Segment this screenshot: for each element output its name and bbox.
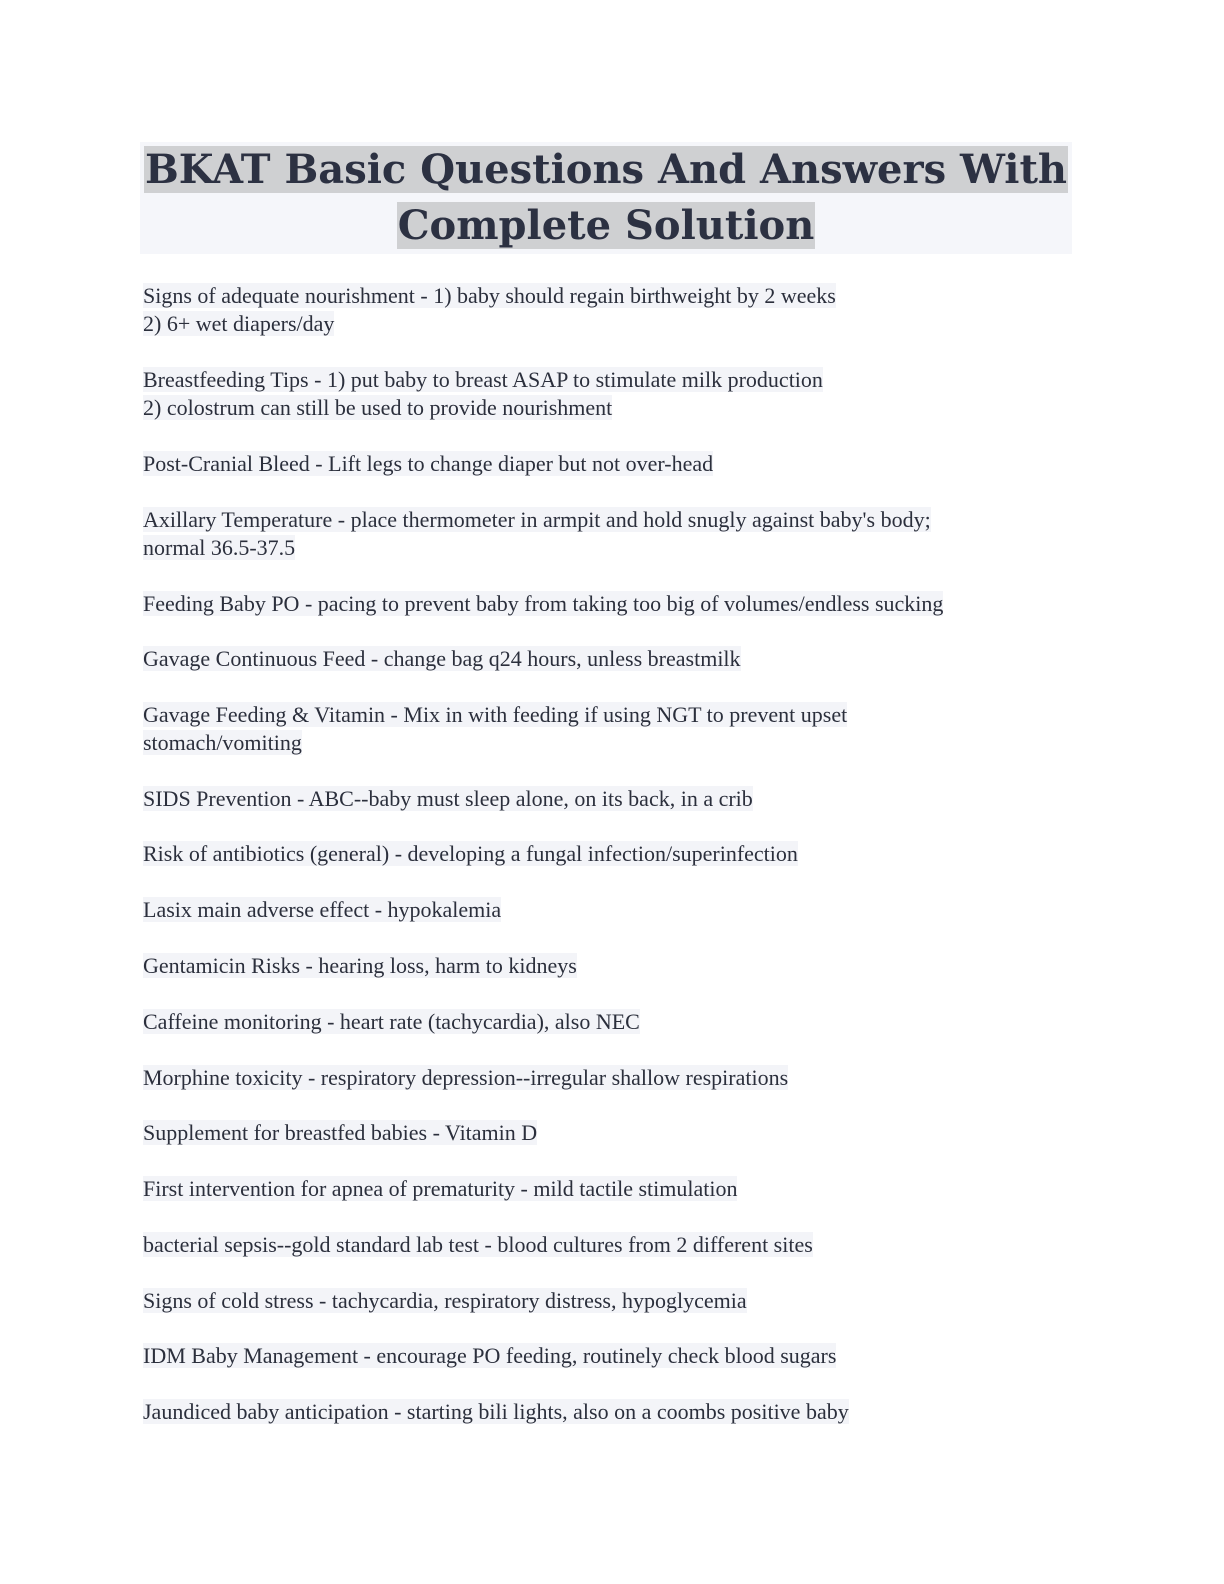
qa-entry-text: normal 36.5-37.5 [143,535,296,560]
qa-entry [143,1398,849,1426]
title-line [140,198,1072,254]
qa-entry-line [143,394,823,422]
qa-entry [143,1175,737,1203]
qa-entry-line [143,534,931,562]
qa-entry-line [143,366,823,394]
qa-entry-line [143,1175,737,1203]
qa-entry-text: Supplement for breastfed babies - Vitamin D [143,1120,538,1145]
title-line-text: BKAT Basic Questions And Answers With [144,146,1067,193]
qa-entry-text: Breastfeeding Tips - 1) put baby to breast ASAP to stimulate milk production [143,367,823,392]
qa-entry-text: Gavage Continuous Feed - change bag q24 hours, unless breastmilk [143,646,741,671]
qa-entry-text: Gavage Feeding & Vitamin - Mix in with feeding if using NGT to prevent upset [143,702,848,727]
qa-entry-line [143,1008,640,1036]
qa-entry-text: 2) 6+ wet diapers/day [143,311,335,336]
qa-entry-text: stomach/vomiting [143,730,302,755]
qa-entry-line [143,701,847,729]
qa-entry [143,1287,747,1315]
qa-entry-line [143,310,836,338]
qa-entry-line [143,1119,537,1147]
qa-entry-text: bacterial sepsis--gold standard lab test - blood cultures from 2 different sites [143,1232,813,1257]
qa-entry-text: Risk of antibiotics (general) - developing a fungal infection/superinfection [143,841,798,866]
qa-entry-line [143,282,836,310]
qa-entry [143,282,836,338]
qa-entry [143,1119,537,1147]
qa-entry [143,1008,640,1036]
qa-entry [143,1231,813,1259]
qa-entry-line [143,1231,813,1259]
qa-entry-line [143,896,501,924]
qa-entry [143,840,798,868]
qa-entry-line [143,590,943,618]
qa-entry-line [143,952,577,980]
title-line-text: Complete Solution [397,202,815,249]
qa-entry-text: Morphine toxicity - respiratory depression--irregular shallow respirations [143,1065,789,1090]
qa-entry-text: 2) colostrum can still be used to provide nourishment [143,395,613,420]
qa-entry [143,450,713,478]
qa-entry-line [143,1287,747,1315]
qa-entry-text: Axillary Temperature - place thermometer in armpit and hold snugly against baby's body; [143,507,931,532]
qa-entry-text: SIDS Prevention - ABC--baby must sleep alone, on its back, in a crib [143,786,753,811]
qa-entry-line [143,1342,836,1370]
qa-entry [143,506,931,562]
qa-entry-line [143,1064,788,1092]
document-title [140,142,1072,254]
qa-entry [143,366,823,422]
qa-entry-line [143,785,753,813]
qa-entry-text: First intervention for apnea of prematurity - mild tactile stimulation [143,1176,738,1201]
qa-entry-line [143,645,741,673]
qa-entry [143,645,741,673]
qa-entry [143,701,847,757]
qa-entry [143,785,753,813]
qa-entry [143,590,943,618]
qa-entry-line [143,506,931,534]
qa-entry-text: Jaundiced baby anticipation - starting bili lights, also on a coombs positive baby [143,1399,849,1424]
title-line [140,142,1072,198]
qa-entry-text: IDM Baby Management - encourage PO feeding, routinely check blood sugars [143,1343,837,1368]
qa-entry-line [143,1398,849,1426]
qa-entry-line [143,450,713,478]
qa-entry-line [143,840,798,868]
qa-entry-line [143,729,847,757]
qa-entry-text: Feeding Baby PO - pacing to prevent baby from taking too big of volumes/endless sucking [143,591,944,616]
qa-entry [143,952,577,980]
qa-entry [143,1064,788,1092]
qa-entry-text: Caffeine monitoring - heart rate (tachycardia), also NEC [143,1009,640,1034]
qa-entry-text: Lasix main adverse effect - hypokalemia [143,897,502,922]
qa-entry [143,896,501,924]
qa-entry-text: Signs of adequate nourishment - 1) baby should regain birthweight by 2 weeks [143,283,836,308]
qa-entry-text: Gentamicin Risks - hearing loss, harm to kidneys [143,953,577,978]
qa-entry [143,1342,836,1370]
qa-entry-text: Signs of cold stress - tachycardia, respiratory distress, hypoglycemia [143,1288,747,1313]
qa-entry-text: Post-Cranial Bleed - Lift legs to change diaper but not over-head [143,451,714,476]
